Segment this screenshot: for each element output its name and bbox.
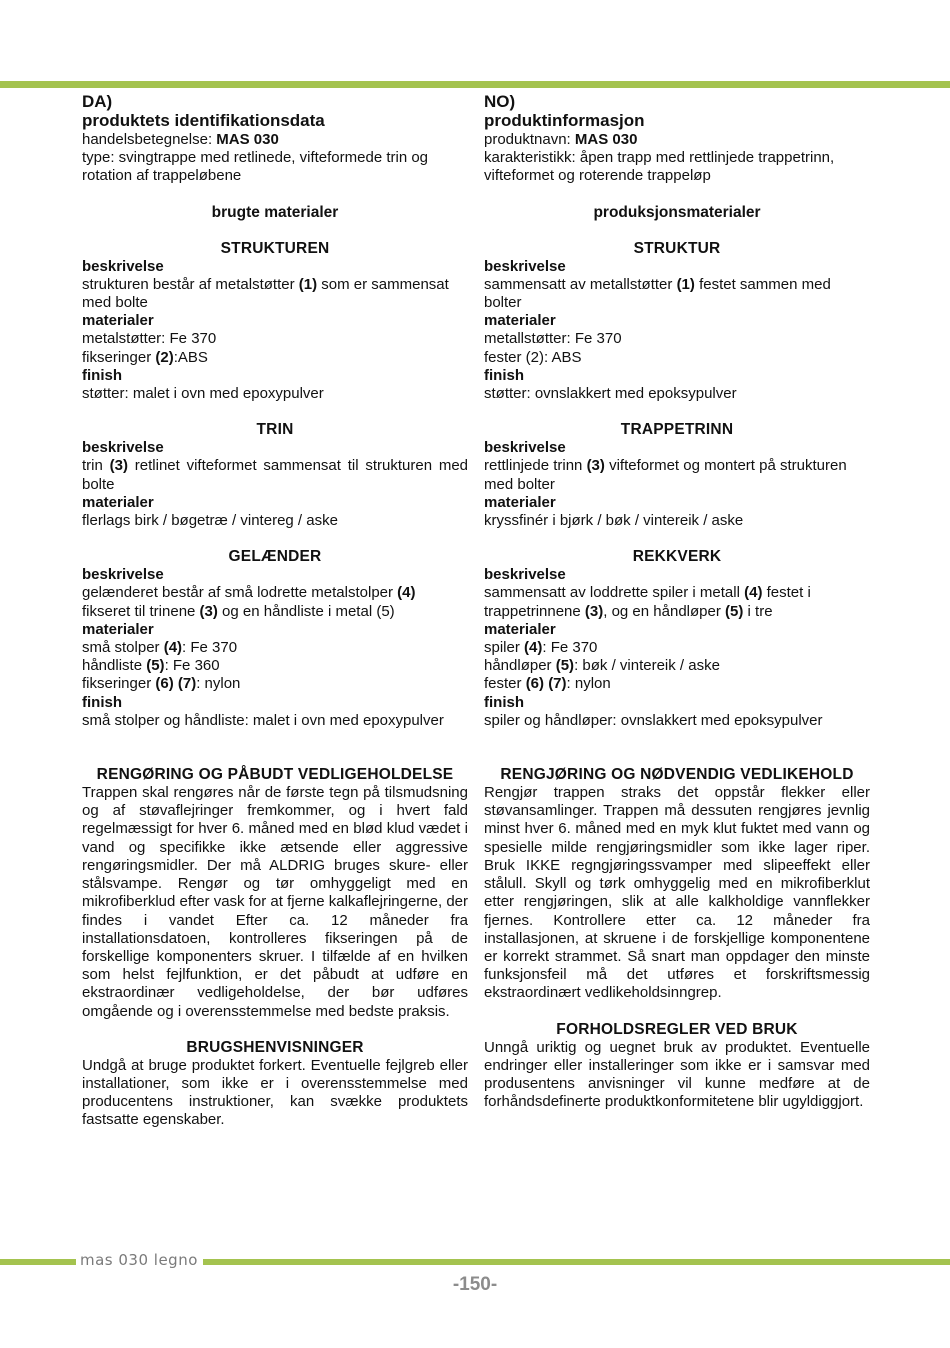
- materials-label: materialer: [484, 312, 556, 330]
- steps-description: [484, 457, 870, 493]
- brand-logo-text: mas 030 legno: [80, 1251, 198, 1269]
- text-span: , og en håndløper: [603, 602, 726, 620]
- ref-number: (3): [584, 602, 604, 620]
- ref-number: (4): [397, 584, 416, 602]
- text-span: fikseringer: [82, 675, 156, 693]
- finish-text: små stolper og håndliste: malet i ovn med epoxypulver: [82, 711, 444, 729]
- usage-heading: BRUGSHENVISNINGER: [186, 1038, 364, 1056]
- column-danish: [82, 92, 468, 1130]
- trade-name-value: MAS 030: [574, 131, 638, 148]
- material-line: kryssfinér i bjørk / bøk / vintereik / aske: [484, 512, 744, 530]
- ref-number: (3): [199, 602, 218, 620]
- description-label: beskrivelse: [484, 257, 566, 275]
- railing-heading: REKKVERK: [632, 548, 722, 566]
- structure-heading: STRUKTUREN: [220, 239, 330, 257]
- structure-description: [82, 276, 468, 312]
- finish-label: finish: [484, 366, 524, 384]
- cleaning-heading: RENGJØRING OG NØDVENDIG VEDLIKEHOLD: [500, 766, 854, 784]
- text-span: : nylon: [196, 675, 241, 693]
- material-line: metalstøtter: Fe 370: [82, 330, 217, 348]
- trade-name-label: handelsbetegnelse:: [82, 131, 217, 148]
- railing-description: [82, 584, 468, 620]
- text-span: : bøk / vintereik / aske: [574, 657, 720, 675]
- ref-number: (3): [586, 457, 605, 475]
- materials-label: materialer: [82, 312, 154, 330]
- type-text: type: svingtrappe med retlinede, vifteformede trin og rotation af trappeløbene: [82, 149, 429, 185]
- text-span: sammensatt av loddrette spiler i metall: [484, 584, 745, 602]
- usage-text: Unngå uriktig og uegnet bruk av produktet. Eventuelle endringer eller installeringer som ikke er i samsvar med produsentens anvisninger vil kunne medføre at de forhåndsdefinerte produktkonformitetene blir ugyldiggjort.: [484, 1038, 870, 1111]
- description-label: beskrivelse: [82, 257, 164, 275]
- text-span: gelænderet består af små lodrette metalstolper: [82, 584, 398, 602]
- top-accent-bar: [0, 81, 950, 88]
- text-span: :ABS: [173, 348, 208, 366]
- material-line: [82, 639, 468, 657]
- text-span: trin: [82, 457, 110, 475]
- structure-heading: STRUKTUR: [633, 239, 721, 257]
- ref-number: (1): [298, 275, 318, 293]
- section-title: produktinformasjon: [484, 111, 645, 130]
- finish-text: støtter: malet i ovn med epoxypulver: [82, 385, 324, 403]
- text-span: i tre: [743, 602, 773, 620]
- description-label: beskrivelse: [484, 439, 566, 457]
- footer-accent-line-left: [0, 1259, 76, 1265]
- trade-name-line: [484, 131, 870, 149]
- text-span: festet i trappetrinnene: [484, 584, 811, 620]
- ref-number: (1): [676, 275, 695, 293]
- ref-number: (5): [555, 657, 575, 675]
- text-span: som er sammensat med bolte: [82, 275, 449, 312]
- ref-number: (2): [155, 348, 174, 366]
- structure-description: [484, 276, 870, 312]
- text-span: fester: [484, 675, 526, 693]
- ref-number: (4): [744, 584, 763, 602]
- ref-number: (4): [163, 639, 183, 657]
- text-span: : nylon: [566, 675, 611, 693]
- cleaning-text: Trappen skal rengøres når de første tegn på tilsmudsning og af støvaflejringer fremkommer, og i hvert fald regelmæssigt for hver 6. måned med en blød klud vædet i vand og specifikke ikke ætsende eller aggressive rengøringsmidler. Der må ALDRIG bruges skure- eller stålsvampe. Rengør og tør omhyggeligt med en mikrofiberklud efter vask for at fjerne kalkaflejringerne, der findes i vandet Efter ca. 12 måneder fra installationsdatoen, kontrolleres fikseringen på de forskellige komponenters skruer. I tilfælde af en hvilken som helst fejlfunktion, er det påbudt at udføre en ekstraordinær vedligeholdelse, der bør udføres omgående og i overensstemmelse med bedste praksis.: [82, 784, 469, 1020]
- usage-heading: FORHOLDSREGLER VED BRUK: [556, 1020, 798, 1038]
- text-span: strukturen består af metalstøtter: [82, 275, 299, 293]
- trade-name-label: produktnavn:: [484, 131, 575, 148]
- steps-description: [82, 457, 468, 493]
- trade-name-line: [82, 131, 468, 149]
- text-span: : Fe 370: [542, 639, 598, 657]
- materials-label: materialer: [484, 620, 556, 638]
- text-span: festet sammen med bolter: [484, 275, 831, 312]
- text-span: vifteformet og montert på strukturen med bolter: [484, 457, 847, 493]
- ref-number: (6) (7): [155, 675, 197, 693]
- finish-label: finish: [484, 693, 524, 711]
- finish-label: finish: [82, 366, 122, 384]
- section-title: produktets identifikationsdata: [82, 111, 325, 130]
- description-label: beskrivelse: [82, 439, 164, 457]
- materials-label: materialer: [82, 493, 154, 511]
- text-span: rettlinjede trinn: [484, 457, 587, 475]
- text-span: spiler: [484, 639, 525, 657]
- ref-number: (3): [109, 457, 128, 475]
- text-span: retlinet vifteformet sammensat til strukturen med bolte: [82, 457, 469, 493]
- material-line: fester (2): ABS: [484, 348, 582, 366]
- language-code: DA): [82, 92, 113, 111]
- ref-number: (6) (7): [525, 675, 567, 693]
- ref-number: (5): [146, 657, 165, 675]
- finish-text: spiler og håndløper: ovnslakkert med epoksypulver: [484, 711, 823, 729]
- steps-heading: TRAPPETRINN: [620, 421, 734, 439]
- material-line: [484, 657, 870, 675]
- page-number: -150-: [452, 1274, 498, 1295]
- description-label: beskrivelse: [82, 566, 164, 584]
- text-span: små stolper: [82, 639, 164, 657]
- finish-label: finish: [82, 693, 122, 711]
- ref-number: (5): [725, 602, 744, 620]
- steps-heading: TRIN: [256, 421, 294, 439]
- material-line: [484, 639, 870, 657]
- type-text: karakteristikk: åpen trapp med rettlinjede trappetrinn, vifteformet og roterende trappeløp: [484, 149, 835, 185]
- railing-description: [484, 584, 870, 620]
- usage-text: Undgå at bruge produktet forkert. Eventuelle fejlgreb eller installationer, som ikke er i overensstemmelse med producentens instruktioner, kan svække produktets fastsatte egenskaber.: [82, 1056, 468, 1129]
- trade-name-value: MAS 030: [216, 131, 279, 148]
- column-norwegian: [484, 92, 870, 1111]
- text-span: sammensatt av metallstøtter: [484, 275, 677, 293]
- text-span: og en håndliste i metal (5): [217, 602, 395, 620]
- cleaning-text: Rengjør trappen straks det oppstår flekker eller støvansamlinger. Trappen må dessuten rengjøres jevnlig minst hver 6. måned med en myk klut fuktet med vann og spesielle milde rengjøringsmidler som ikke lager riper. Bruk IKKE regngjøringssvamper med slipeeffekt eller stålull. Skyll og tørk omhyggelig med en mikrofiberklut etter rengjøringen, slik at alle kalkholdige vannflekker fjernes. Kontrollere etter ca. 12 måneder fra installasjonen, at skruene i de forskjellige komponentene er korrekt strammet. Så snart man oppdager den minste funksjonsfeil må det utføres et forskriftsmessig ekstraordinært vedlikeholdsinngrep.: [484, 784, 870, 1002]
- railing-heading: GELÆNDER: [228, 548, 322, 566]
- text-span: fikseret til trinene: [82, 602, 200, 620]
- materials-heading: brugte materialer: [211, 203, 339, 221]
- text-span: håndliste: [82, 657, 147, 675]
- text-span: : Fe 370: [182, 639, 238, 657]
- description-label: beskrivelse: [484, 566, 566, 584]
- text-span: håndløper: [484, 657, 556, 675]
- cleaning-heading: RENGØRING OG PÅBUDT VEDLIGEHOLDELSE: [96, 766, 454, 784]
- ref-number: (4): [524, 639, 543, 657]
- materials-label: materialer: [82, 620, 154, 638]
- finish-text: støtter: ovnslakkert med epoksypulver: [484, 385, 737, 403]
- material-line: [82, 675, 468, 693]
- material-line: [82, 349, 468, 367]
- text-span: fikseringer: [82, 348, 156, 366]
- materials-heading: produksjonsmaterialer: [593, 203, 761, 221]
- materials-label: materialer: [484, 493, 556, 511]
- material-line: metallstøtter: Fe 370: [484, 330, 622, 348]
- material-line: [82, 657, 468, 675]
- material-line: [484, 675, 870, 693]
- language-code: NO): [484, 92, 516, 111]
- text-span: : Fe 360: [164, 657, 220, 675]
- material-line: flerlags birk / bøgetræ / vintereg / aske: [82, 512, 338, 530]
- footer-accent-line-right: [203, 1259, 950, 1265]
